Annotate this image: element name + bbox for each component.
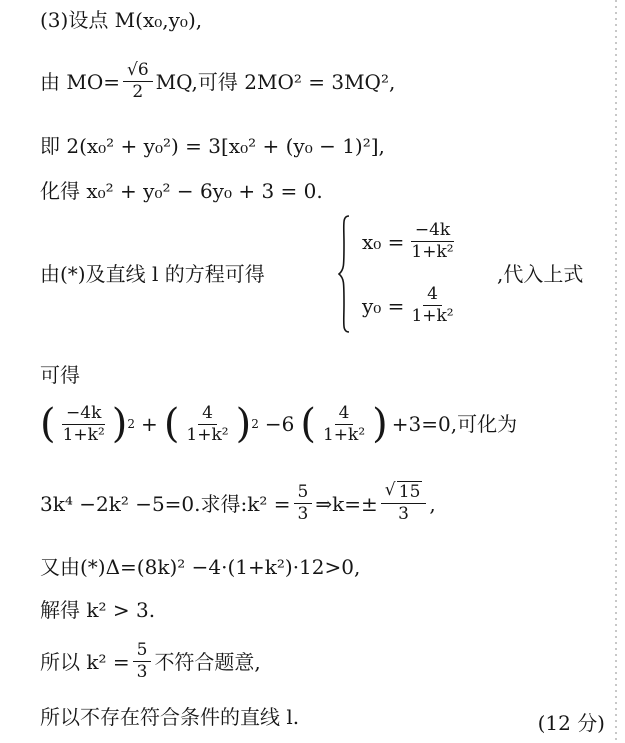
fraction — [123, 62, 153, 101]
system-eq-y — [362, 286, 461, 325]
contradiction — [40, 642, 261, 681]
step-header — [40, 10, 202, 30]
numerator: 4 — [198, 405, 217, 425]
numerator — [381, 484, 427, 504]
text-part: x₀ = — [362, 229, 405, 254]
denominator: 1+k² — [62, 424, 105, 445]
solve-k — [40, 484, 436, 523]
denominator: 1+k² — [411, 242, 454, 262]
fraction — [59, 402, 109, 445]
fraction — [407, 286, 457, 325]
conclusion — [40, 707, 299, 727]
text-part: 所以 k² = — [40, 649, 130, 674]
score-label: (12 分) — [537, 711, 605, 735]
denominator: 1+k² — [186, 424, 229, 445]
solve-k-range — [40, 600, 155, 620]
numerator: 5 — [294, 484, 313, 504]
line-text: 所以不存在符合条件的直线 l. — [40, 705, 300, 729]
denominator: 3 — [297, 504, 309, 524]
line-text: ,代入上式 — [497, 262, 584, 286]
numerator: 5 — [133, 642, 152, 662]
fraction — [294, 484, 313, 523]
equation-expand — [40, 136, 385, 156]
line-text: 化得 x₀² + y₀² − 6y₀ + 3 = 0. — [40, 179, 323, 203]
left-paren: ( — [300, 401, 316, 447]
text-part: MQ,可得 2MO² = 3MQ², — [155, 69, 396, 94]
line-text: 解得 k² > 3. — [40, 598, 156, 622]
text-part: , — [429, 491, 436, 516]
radicand: 15 — [398, 482, 421, 502]
right-paren: ) — [111, 401, 128, 447]
fraction — [319, 402, 369, 445]
equation-simplified — [40, 181, 323, 201]
text-part: +3=0,可化为 — [391, 412, 518, 436]
denominator: 3 — [398, 504, 409, 524]
line-text: 可得 — [40, 363, 80, 387]
then-text — [40, 365, 80, 385]
fraction — [407, 222, 457, 261]
left-paren: ( — [163, 401, 180, 447]
denominator: 1+k² — [322, 424, 366, 445]
text-part: 不符合题意, — [154, 649, 261, 674]
text-part: y₀ = — [362, 293, 405, 318]
fraction — [133, 642, 152, 681]
substitute-note — [497, 264, 583, 284]
fraction — [182, 402, 232, 445]
line-text: 即 2(x₀² + y₀²) = 3[x₀² + (y₀ − 1)²], — [40, 134, 385, 158]
denominator: 1+k² — [411, 306, 454, 326]
numerator: 4 — [423, 286, 442, 306]
denominator: 3 — [136, 662, 148, 682]
right-paren: ) — [235, 401, 252, 447]
numerator: 4 — [335, 405, 354, 425]
text-part: 3k⁴ −2k² −5=0.求得:k² = — [40, 491, 291, 516]
text-part: ⇒k=± — [315, 491, 378, 516]
numerator: −4k — [62, 405, 105, 425]
system-intro — [40, 264, 265, 284]
numerator: √6 — [123, 62, 153, 82]
numerator: −4k — [411, 222, 454, 242]
line-text: 又由(*)Δ=(8k)² −4·(1+k²)·12>0, — [40, 555, 361, 579]
equation-mo-mq — [40, 62, 395, 101]
left-paren: ( — [40, 401, 56, 447]
right-paren: ) — [372, 401, 388, 447]
left-brace-icon — [338, 214, 350, 334]
line-text: 由(*)及直线 l 的方程可得 — [40, 262, 265, 286]
system-eq-x — [362, 222, 461, 261]
substituted-equation: ( $\frac{-4k}{\text{1+k²}}$ ) 2 + ( $\frac{4}{\text{1+k²}}$ ) 2 −6 ( $\frac{4}{\text{1+k²}}$ ) +3=0,可化为 — [40, 401, 518, 447]
dotted-margin-line — [615, 0, 617, 743]
fraction — [381, 484, 427, 523]
discriminant-condition — [40, 557, 360, 577]
line-text: (3)设点 M(x₀,y₀), — [40, 8, 203, 32]
denominator: 2 — [132, 82, 144, 102]
text-part: 由 MO= — [40, 69, 120, 94]
